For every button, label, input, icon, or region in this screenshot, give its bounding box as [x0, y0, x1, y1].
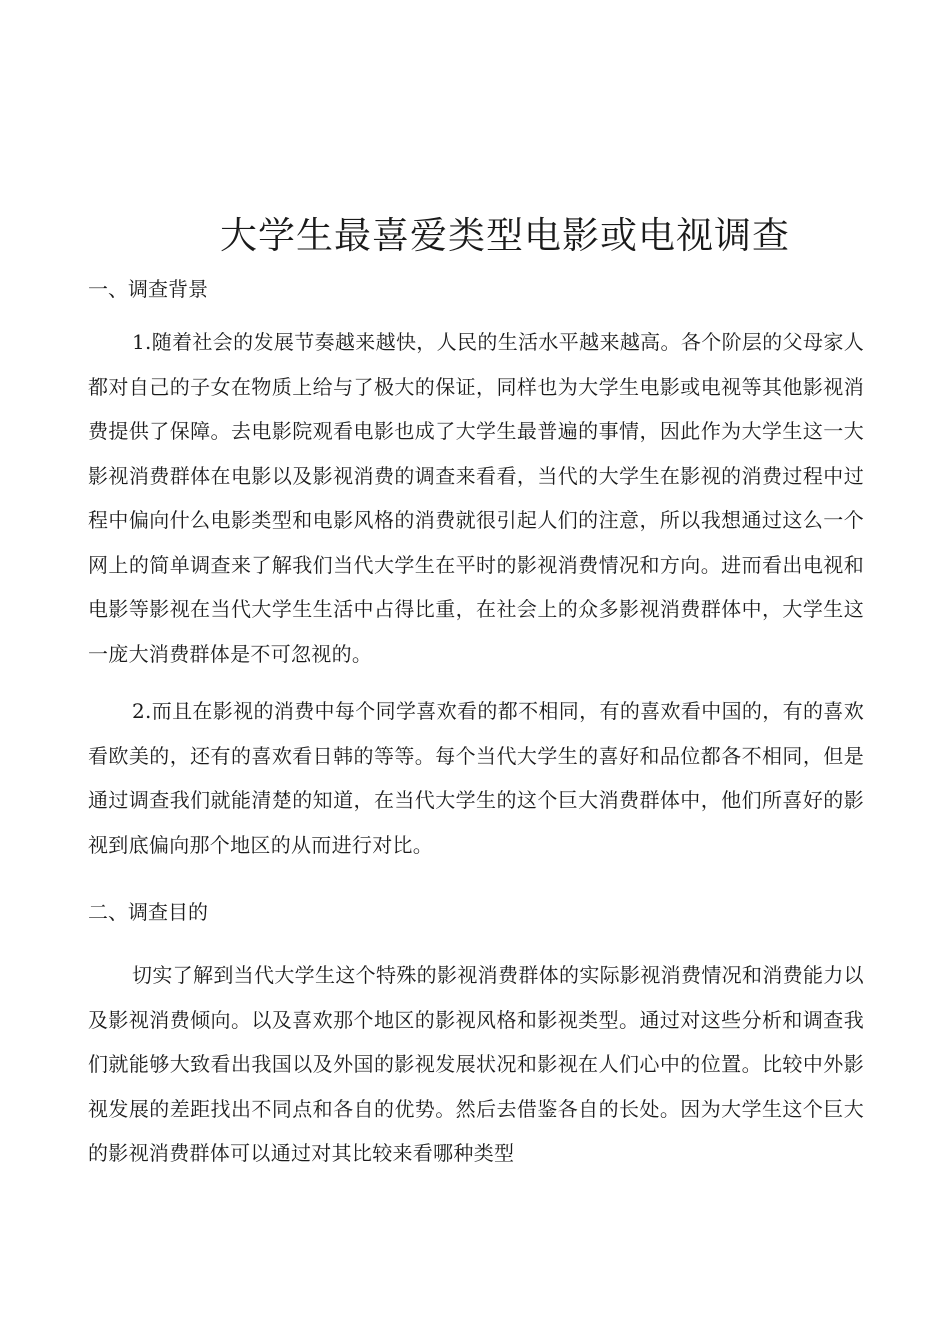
section-heading-background: 一、调查背景	[88, 277, 208, 301]
paragraph-purpose-1: 切实了解到当代大学生这个特殊的影视消费群体的实际影视消费情况和消费能力以及影视消费倾向。以及喜欢那个地区的影视风格和影视类型。通过对这些分析和调查我们就能够大致看出我国以及外国的影视发展状况和影视在人们心中的位置。比较中外影视发展的差距找出不同点和各自的优势。然后去借鉴各自的长处。因为大学生这个巨大的影视消费群体可以通过对其比较来看哪种类型	[88, 963, 864, 1165]
paragraph-background-1: 1.随着社会的发展节奏越来越快，人民的生活水平越来越高。各个阶层的父母家人都对自己的子女在物质上给与了极大的保证，同样也为大学生电影或电视等其他影视消费提供了保障。去电影院观看电影也成了大学生最普遍的事情，因此作为大学生这一大影视消费群体在电影以及影视消费的调查来看看，当代的大学生在影视的消费过程中过程中偏向什么电影类型和电影风格的消费就很引起人们的注意，所以我想通过这么一个网上的简单调查来了解我们当代大学生在平时的影视消费情况和方向。进而看出电视和电影等影视在当代大学生生活中占得比重，在社会上的众多影视消费群体中，大学生这一庞大消费群体是不可忽视的。	[88, 330, 864, 666]
document-title: 大学生最喜爱类型电影或电视调查	[220, 214, 790, 257]
paragraph-background-2: 2.而且在影视的消费中每个同学喜欢看的都不相同，有的喜欢看中国的，有的喜欢看欧美的，还有的喜欢看日韩的等等。每个当代大学生的喜好和品位都各不相同，但是通过调查我们就能清楚的知道，在当代大学生的这个巨大消费群体中，他们所喜好的影视到底偏向那个地区的从而进行对比。	[88, 699, 864, 857]
section-heading-purpose: 二、调查目的	[88, 900, 208, 924]
